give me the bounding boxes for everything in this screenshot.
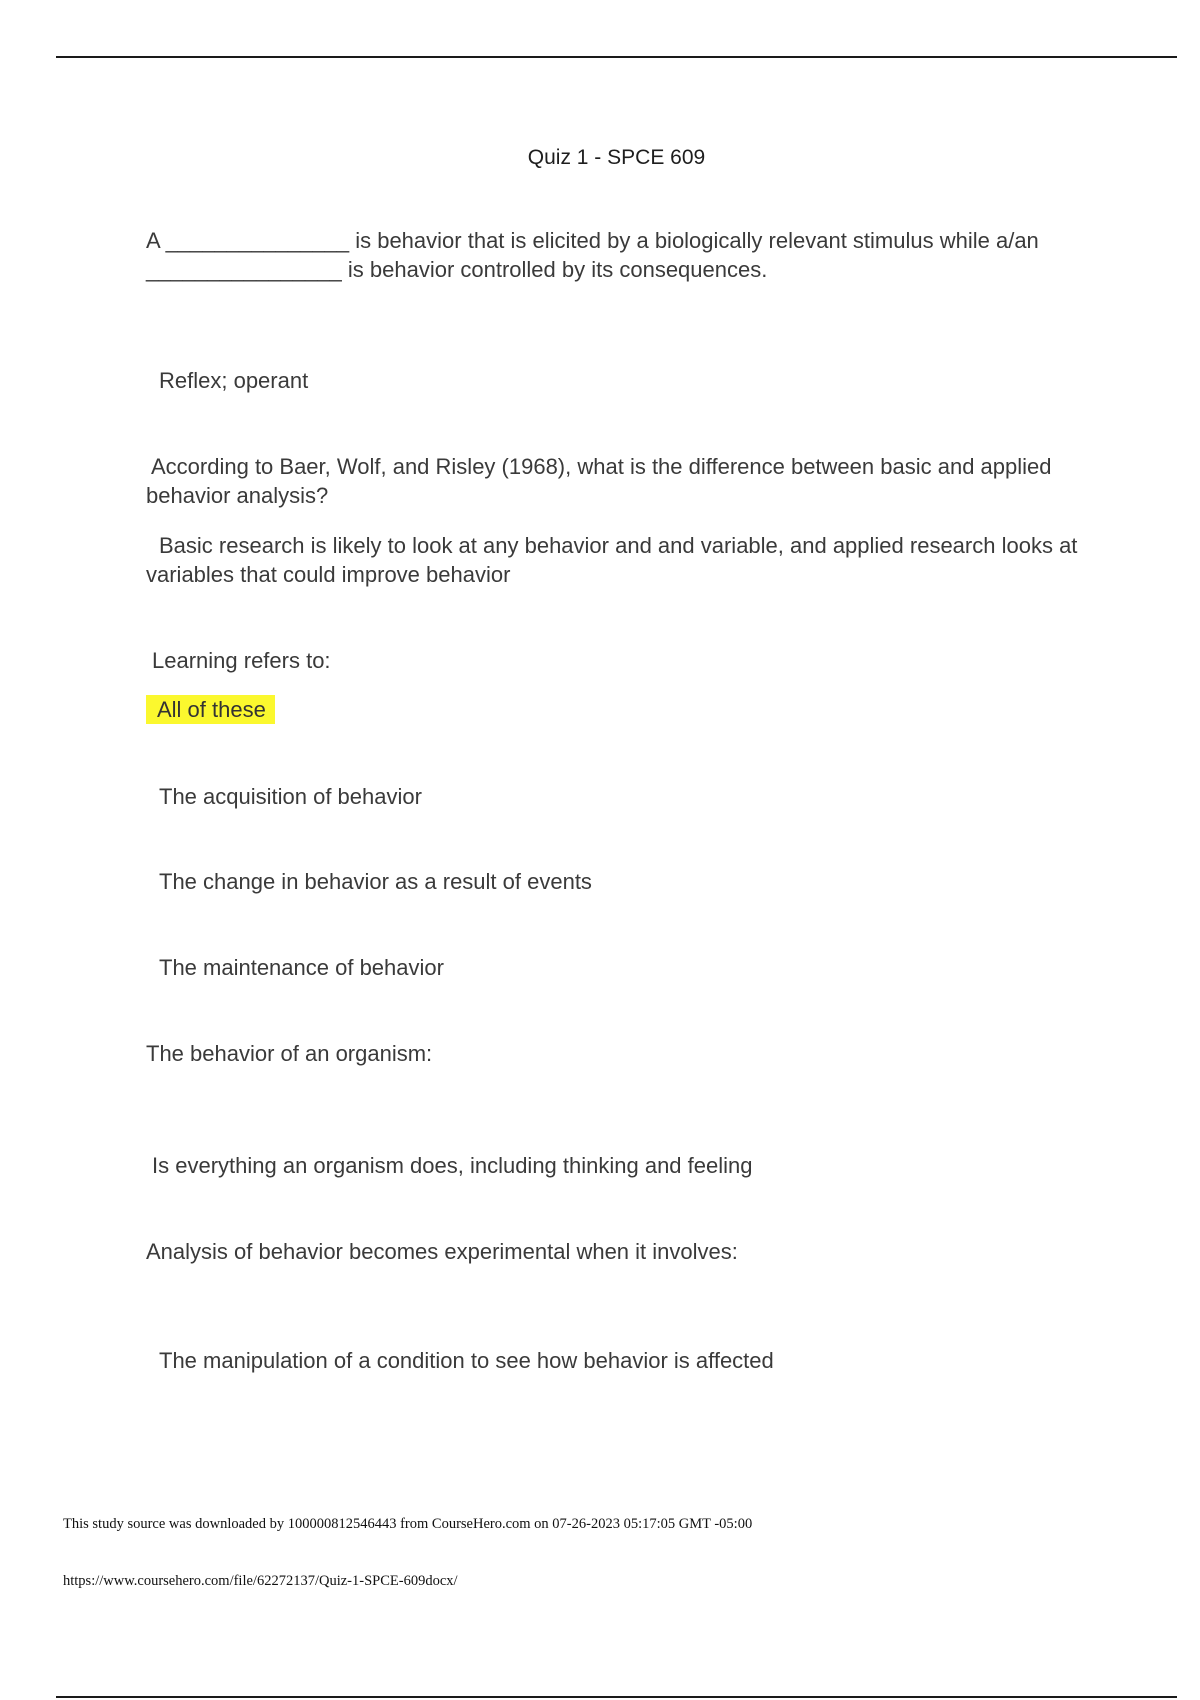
answer-5: The manipulation of a condition to see how behavior is affected <box>159 1348 774 1373</box>
answer-3-highlighted <box>146 695 275 724</box>
answer-4: Is everything an organism does, including thinking and feeling <box>152 1153 753 1178</box>
bottom-rule <box>56 1696 1177 1698</box>
page-title: Quiz 1 - SPCE 609 <box>527 146 706 169</box>
option-change: The change in behavior as a result of events <box>159 869 592 894</box>
option-acquisition: The acquisition of behavior <box>159 784 422 809</box>
question-4: The behavior of an organism: <box>146 1041 433 1066</box>
question-3: Learning refers to: <box>152 648 331 673</box>
answer-2: Basic research is likely to look at any behavior and and variable, and applied research looks at variables that could improve behavior <box>146 533 1078 587</box>
download-notice: This study source was downloaded by 100000812546443 from CourseHero.com on 07-26-2023 05:17:05 GMT -05:00 <box>63 1516 753 1532</box>
answer-1: Reflex; operant <box>159 368 309 393</box>
top-rule <box>56 56 1177 58</box>
question-2: According to Baer, Wolf, and Risley (1968), what is the difference between basic and applied behavior analysis? <box>146 454 1052 508</box>
source-url: https://www.coursehero.com/file/62272137/Quiz-1-SPCE-609docx/ <box>63 1573 458 1589</box>
option-maintenance: The maintenance of behavior <box>159 955 444 980</box>
question-5: Analysis of behavior becomes experimental when it involves: <box>146 1239 738 1264</box>
highlighted-answer: All of these <box>146 695 275 724</box>
question-1: A _______________ is behavior that is elicited by a biologically relevant stimulus while a/an ________________ is behavior controlled by its consequences. <box>146 228 1039 282</box>
